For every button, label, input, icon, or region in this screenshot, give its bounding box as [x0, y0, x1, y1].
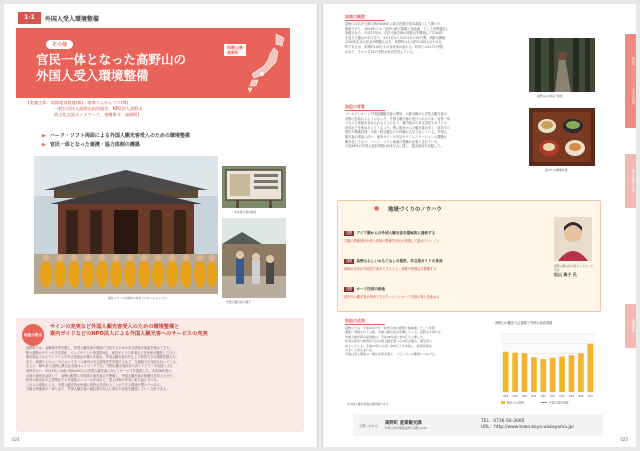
body-line: 町内の飲食店や土産物店でも外国語メニューの作成など、受入体制の充実に取り組んでいる。: [26, 378, 160, 383]
side-photo-caption-2: 外国人観光客の様子: [226, 300, 252, 304]
text-line: 登録された。平成27年は、弘法大師空海が高野山を開創して1200年: [345, 31, 444, 36]
text-line: となった取組が求められるようになり、案内表示の多言語化やガイドの: [345, 121, 447, 126]
bar: [569, 355, 575, 392]
body-line: さらに、NPO法人高野山異文化交流ネットワークでは、外国人観光客向けのガイドツアーや英語による: [26, 364, 173, 369]
section-title: 外国人受入環境整備: [44, 15, 99, 23]
text-line: 大きいと見込まれる。: [345, 348, 376, 353]
chart-title: 高野山の観光入込客数と外国人宿泊者数: [495, 321, 553, 325]
knowhow-title: 地域づくりのノウハウ: [388, 207, 442, 213]
temple-monks-photo: [34, 156, 218, 294]
signboard-photo: [222, 166, 286, 208]
legend-label: 観光入込客数: [507, 400, 524, 405]
background-text: [345, 112, 525, 149]
issue-label: 高野山らしいおもてなしの提供、多言語ガイドの育成: [356, 259, 443, 263]
x-tick-label: H23: [550, 395, 556, 398]
title-line-2: 外国人受入環境整備: [36, 68, 149, 83]
right-page: [323, 4, 636, 447]
implementer-line: 一般社団法人高野山宿坊協会、NPO法人高野山: [54, 106, 143, 111]
solution-text: 地域の住民が外国語で案内できるよう、研修や勉強会を開催する: [344, 267, 437, 271]
contact-address: 和歌山県伊都郡高野町高野山636: [385, 425, 427, 430]
contact-url[interactable]: URL：http://www.town.koya.wakayama.jp/: [481, 425, 574, 430]
contact-org-block: [385, 421, 481, 430]
knowhow-item: [344, 247, 548, 272]
text-line: 外国人観光客の宿泊数は、平成26年度に約4万人に達した。: [345, 334, 426, 339]
tourists-street-photo: [222, 218, 286, 298]
solution-text: 共通の情報発信や受入体制の整備を官民が連携して進めていくこと: [344, 239, 440, 243]
shojin-ryori-photo: [529, 108, 595, 166]
lightbulb-icon: ●: [374, 205, 380, 212]
magazine-spread: [4, 4, 636, 447]
bar: [559, 357, 565, 392]
body-line: 宿坊協会ではピクトグラムや多言語表記の導入を進め、外国人観光客が安心して宿泊できる環境を整えた。: [26, 355, 179, 360]
text-line: 観光客の増加に伴い、案内サインの不足やコミュニケーションの課題が: [345, 134, 447, 139]
body-line: 高野町では、金剛峯寺等を擁し、外国人観光客の増加に対応するための多言語化の取組を進めてきた。: [26, 346, 173, 350]
knowhow-item: [344, 219, 548, 244]
body-line: は国の補助を活用して、高野山駅等に外国語の案内表示を整備し、外国人観光客の利便性を向上させた。: [26, 373, 176, 378]
text-line: を迎える節目の年であり、4月2日から5月21日の50日間、高野山開創: [345, 35, 446, 40]
text-line: 町内の宿坊や飲食店では外国人観光客への対応が進み、満足度も: [345, 339, 433, 344]
section-tab: [18, 12, 99, 24]
results-text: [345, 326, 489, 357]
solution-text: 国内外の観光客が利用できるクレジットカード決済の導入を進める: [344, 295, 440, 299]
x-tick-label: H25: [568, 395, 575, 398]
text-line: 高野山を訪れるようになった。外国人観光客の受け入れのため、官民一体: [345, 116, 451, 121]
region-badge: [224, 44, 246, 56]
text-line: 今後は受入環境の一層の充実を図り、リピーターの獲得につなげる。: [345, 352, 438, 357]
page-number-left: 024: [12, 437, 20, 442]
bar: [503, 352, 509, 392]
bar: [512, 353, 518, 392]
footnote: ※外国人観光客数は推計値である: [347, 402, 389, 406]
body-line: 案内を行い、2015年には延べ約8,000人の外国人観光客に対してサービスを提供した。平成26年度に: [26, 368, 172, 373]
issue-tag: 課題: [346, 231, 353, 235]
bar: [522, 353, 528, 392]
page-number-right: 025: [620, 437, 628, 442]
cedar-path-photo: [529, 38, 595, 92]
text-line: があり、そのうち52の寺院が宿坊を営んでいる。: [345, 49, 416, 54]
text-line: 育成などを進めることとなった。特に欧米からの観光客が多く、宿坊での: [345, 125, 451, 130]
tourists-photo: [222, 218, 286, 298]
text-line: 聖地であり、2004年には「紀伊山地の霊場と参詣道」として世界遺産に: [345, 26, 449, 31]
bar: [531, 357, 537, 392]
knowhow-item: [344, 275, 548, 300]
text-line: 高野山は弘法大師空海が816年に真言密教の根本道場として開いた: [345, 22, 441, 26]
page-title: [36, 52, 186, 84]
body-line: 今後も関係者が一体となり、外国人観光客の満足度の向上に向けた取組を継続していく方針である。: [26, 387, 170, 392]
x-tick-label: H20: [521, 395, 528, 398]
bar: [540, 359, 546, 392]
text-line: ゴールデンルート中国語圏観光客の増加、大都市圏から外国人観光客が: [345, 112, 447, 116]
key-approach-box: [16, 318, 304, 432]
x-tick-label: H18: [503, 395, 509, 398]
person-profile: [554, 217, 594, 278]
issue-tag: 課題: [346, 287, 353, 291]
region-badge-line-1: 和歌山県: [227, 45, 243, 50]
bar: [578, 353, 584, 392]
key-title-line: 案内ガイドなどのNPO法人による外国人観光客へのサービスの充実: [50, 331, 208, 337]
text-line: 1200年記念大法会が開催された。高野町は人口約3,300人の小さな: [345, 40, 442, 45]
x-tick-label: H27: [587, 395, 593, 398]
issue-label: アジア圏からの外国人観光客を積極的に誘致する: [356, 231, 436, 235]
main-photo: [34, 156, 218, 294]
triangle-bullet-icon: ▶: [42, 142, 46, 148]
main-photo-caption: 海外メディアの取材や来日プロモーションツアー: [108, 296, 169, 300]
right-photo-caption-1: 高野山の寺院と参道: [537, 94, 563, 98]
legend-swatch: [501, 401, 505, 404]
contact-org: 高野町 産業観光課: [385, 420, 422, 426]
heading-background: 取組の背景: [345, 104, 385, 111]
contact-label: お問い合わせ: [359, 423, 379, 428]
implementers: [28, 100, 268, 118]
category-pill: その他: [46, 40, 73, 49]
key-point: [42, 132, 190, 141]
x-tick-label: H24: [559, 395, 565, 398]
text-line: 遺産に登録されて以降、外国人観光客が急増している。高野山を訪れる: [345, 330, 442, 335]
body-line: また、南海りんかんバスにおいてもバス車内の多言語案内を実施するなど、交通面での対応も行っている。: [26, 359, 179, 364]
chapter-tab-tertiary: 地域連携: [625, 304, 636, 348]
key-approach-title: [50, 324, 290, 338]
key-title-line: サインの充実など外国人観光客受入のための環境整備と: [50, 324, 180, 330]
title-banner: [16, 28, 290, 98]
left-page: [4, 4, 317, 447]
x-tick-label: H26: [578, 395, 584, 398]
japan-map-icon: [246, 32, 290, 94]
text-line: 町であるが、年間約100万人の参拝客が訪れる。町内には117の寺院: [345, 44, 444, 49]
text-line: 高野山では、平成16年7月「紀伊山地の霊場と参詣道」として世界: [345, 326, 435, 330]
person-affiliation: 高野山異文化交流ネットワーク: [554, 264, 594, 268]
person-portrait: [554, 217, 592, 261]
implementer-line: [実施主体：南海電気鉄道(株)、南海りんかんバス(株)、: [28, 100, 133, 105]
contact-tel: TEL：0736-56-3000: [481, 419, 525, 424]
side-photo-caption-1: 多言語の案内看板: [234, 210, 257, 214]
text-line: 向上している。平成27年には延べ約5万人が来訪し、経済効果は: [345, 343, 432, 348]
chapter-tab: 第1章 インバウンドの受入環境: [625, 34, 636, 128]
x-tick-label: H19: [512, 395, 518, 398]
temple-path-photo: [529, 38, 595, 92]
knowhow-box: [337, 200, 601, 312]
title-line-1: 官民一体となった高野山の: [36, 52, 187, 67]
key-approach-body: [26, 346, 296, 392]
bar: [587, 344, 593, 392]
triangle-bullet-icon: ▶: [42, 133, 46, 139]
visitors-chart: [491, 326, 601, 406]
key-point: [42, 141, 190, 150]
person-name: 松山 典子 氏: [554, 272, 577, 278]
heading-results: 取組の成果: [345, 318, 385, 325]
food-photo: [529, 108, 595, 166]
text-line: 顕在化しており、ハード・ソフト両面の整備が必要とされていた。: [345, 139, 441, 144]
right-photo-caption-2: 宿坊での精進料理: [545, 168, 568, 172]
region-badge-line-2: 高野町: [227, 50, 239, 55]
body-line: 駅や道路のサインの多言語化、ウェブサイトの外国語対応、案内ガイドの育成などを官民が連携して行い、: [26, 350, 179, 355]
issue-label: カード決済の推進: [356, 287, 386, 291]
section-number: 1-1: [18, 12, 41, 24]
body-line: これらの取組により、外国人観光客が快適に高野山を訪れることができる環境が整いつつある。: [26, 382, 164, 387]
person-role: 代表: [554, 267, 560, 272]
implementer-line: 異文化交流ネットワーク、金剛峯寺、高野町]: [54, 112, 140, 117]
x-tick-label: H21: [531, 395, 537, 398]
contact-box: [353, 414, 603, 436]
text-line: 滞在や精進料理、写経・阿字観などの体験が人気となっている。外国人: [345, 130, 447, 135]
sign-photo: [222, 166, 286, 208]
issue-tag: 課題: [346, 259, 353, 263]
location-marker-icon: [260, 72, 264, 76]
contact-details: [481, 419, 574, 431]
key-point-text: ハード・ソフト両面による外国人観光客受入のための環境整備: [49, 133, 190, 139]
bar: [550, 358, 556, 392]
overview-text: [345, 22, 525, 54]
heading-overview: 地域の概要: [345, 14, 385, 21]
text-line: 平成26年の外国人宿泊者数は約4万人に達し、過去最高を記録した。: [345, 144, 444, 149]
key-label-badge: 取組の要点: [22, 324, 44, 346]
key-point-text: 官民一体となった連携・協力体制の構築: [49, 142, 140, 148]
x-tick-label: H22: [540, 395, 546, 398]
key-points: [42, 132, 190, 150]
chapter-tab-secondary: 観光資源の活用: [625, 154, 636, 208]
legend-label: 外国人宿泊者数: [549, 400, 569, 405]
